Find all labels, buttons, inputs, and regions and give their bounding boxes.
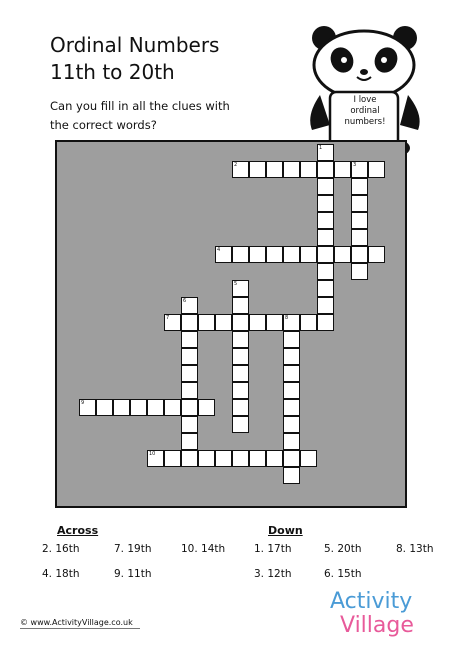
title-line-1: Ordinal Numbers [50, 33, 220, 57]
crossword-cell[interactable] [317, 263, 334, 280]
crossword-cell[interactable] [300, 314, 317, 331]
down-heading: Down [268, 524, 303, 537]
crossword-cell[interactable] [232, 399, 249, 416]
crossword-cell[interactable] [113, 399, 130, 416]
crossword-cell[interactable] [164, 399, 181, 416]
crossword-cell[interactable] [351, 263, 368, 280]
crossword-grid [55, 140, 407, 508]
crossword-cell[interactable] [181, 416, 198, 433]
clue-number: 8 [285, 315, 289, 321]
crossword-cell[interactable] [351, 212, 368, 229]
crossword-cell[interactable] [283, 467, 300, 484]
crossword-cell[interactable] [147, 399, 164, 416]
crossword-cell[interactable] [317, 246, 334, 263]
clue-number: 7 [166, 315, 170, 321]
crossword-cell[interactable] [266, 450, 283, 467]
crossword-cell[interactable] [181, 399, 198, 416]
crossword-cell[interactable] [249, 161, 266, 178]
crossword-cell[interactable] [317, 229, 334, 246]
down-clue: 8. 13th [396, 543, 434, 555]
crossword-cell[interactable] [283, 382, 300, 399]
crossword-cell[interactable] [130, 399, 147, 416]
crossword-cell[interactable] [317, 314, 334, 331]
crossword-cell[interactable] [351, 246, 368, 263]
crossword-cell[interactable] [300, 246, 317, 263]
across-heading: Across [57, 524, 99, 537]
crossword-cell[interactable] [232, 348, 249, 365]
speech-line: numbers! [344, 117, 386, 127]
across-clue: 10. 14th [181, 543, 226, 555]
crossword-cell[interactable] [317, 178, 334, 195]
clue-number: 6 [183, 298, 187, 304]
crossword-cell[interactable] [283, 246, 300, 263]
crossword-cell[interactable] [232, 331, 249, 348]
speech-line: ordinal [350, 106, 380, 116]
logo-line-2: Village [340, 613, 414, 638]
crossword-cell[interactable] [317, 195, 334, 212]
crossword-cell[interactable] [300, 450, 317, 467]
crossword-cell[interactable] [249, 450, 266, 467]
crossword-cell[interactable] [266, 314, 283, 331]
across-clue: 2. 16th [42, 543, 80, 555]
speech-line: I love [353, 95, 377, 105]
crossword-cell[interactable] [249, 246, 266, 263]
crossword-cell[interactable] [351, 229, 368, 246]
logo-line-1: Activity [330, 589, 413, 614]
down-clue: 3. 12th [254, 568, 292, 580]
crossword-cell[interactable] [181, 450, 198, 467]
crossword-cell[interactable] [232, 365, 249, 382]
crossword-cell[interactable] [232, 382, 249, 399]
clue-number: 9 [81, 400, 85, 406]
crossword-cell[interactable] [181, 433, 198, 450]
crossword-cell[interactable] [232, 297, 249, 314]
crossword-cell[interactable] [249, 314, 266, 331]
footer-url: © www.ActivityVillage.co.uk [20, 618, 133, 627]
clue-number: 3 [353, 162, 357, 168]
down-clue: 5. 20th [324, 543, 362, 555]
crossword-cell[interactable] [317, 280, 334, 297]
crossword-cell[interactable] [164, 450, 181, 467]
crossword-cell[interactable] [283, 450, 300, 467]
crossword-cell[interactable] [317, 161, 334, 178]
crossword-cell[interactable] [232, 450, 249, 467]
crossword-cell[interactable] [283, 416, 300, 433]
crossword-cell[interactable] [181, 348, 198, 365]
crossword-cell[interactable] [317, 212, 334, 229]
crossword-cell[interactable] [181, 382, 198, 399]
footer-divider [20, 628, 140, 629]
clue-number: 1 [319, 145, 323, 151]
crossword-cell[interactable] [317, 297, 334, 314]
across-clue: 4. 18th [42, 568, 80, 580]
crossword-cell[interactable] [351, 195, 368, 212]
crossword-cell[interactable] [334, 246, 351, 263]
crossword-cell[interactable] [283, 433, 300, 450]
down-clue: 1. 17th [254, 543, 292, 555]
crossword-cell[interactable] [181, 331, 198, 348]
crossword-cell[interactable] [232, 246, 249, 263]
down-clue: 6. 15th [324, 568, 362, 580]
crossword-cell[interactable] [232, 314, 249, 331]
crossword-cell[interactable] [266, 246, 283, 263]
intro-line-1: Can you fill in all the clues with [50, 99, 230, 113]
crossword-cell[interactable] [351, 178, 368, 195]
crossword-cell[interactable] [198, 399, 215, 416]
crossword-cell[interactable] [283, 331, 300, 348]
crossword-cell[interactable] [283, 161, 300, 178]
title-line-2: 11th to 20th [50, 60, 175, 84]
panda-mascot-icon [302, 20, 427, 160]
crossword-cell[interactable] [198, 450, 215, 467]
crossword-cell[interactable] [283, 399, 300, 416]
crossword-cell[interactable] [181, 314, 198, 331]
crossword-cell[interactable] [334, 161, 351, 178]
crossword-cell[interactable] [300, 161, 317, 178]
crossword-cell[interactable] [283, 365, 300, 382]
crossword-cell[interactable] [368, 161, 385, 178]
crossword-cell[interactable] [266, 161, 283, 178]
mascot-speech [337, 95, 393, 128]
clue-number: 4 [217, 247, 221, 253]
across-clue: 9. 11th [114, 568, 152, 580]
clue-number: 10 [149, 451, 156, 457]
crossword-cell[interactable] [198, 314, 215, 331]
crossword-cell[interactable] [96, 399, 113, 416]
crossword-cell[interactable] [283, 348, 300, 365]
crossword-cell[interactable] [232, 416, 249, 433]
across-clue: 7. 19th [114, 543, 152, 555]
crossword-cell[interactable] [215, 314, 232, 331]
crossword-cell[interactable] [368, 246, 385, 263]
crossword-cell[interactable] [181, 365, 198, 382]
intro-line-2: the correct words? [50, 118, 157, 132]
clue-number: 2 [234, 162, 238, 168]
activity-village-logo [330, 590, 414, 638]
clue-number: 5 [234, 281, 238, 287]
crossword-cell[interactable] [215, 450, 232, 467]
